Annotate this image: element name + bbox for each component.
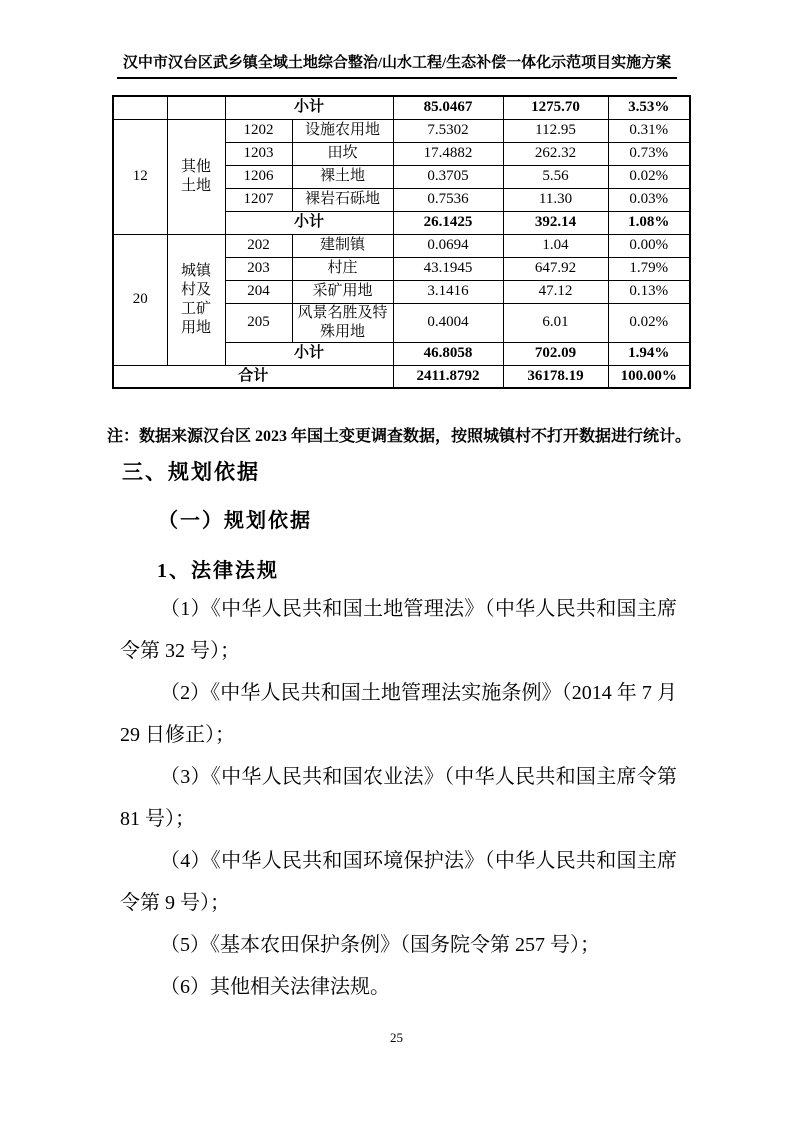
cell-value2: 11.30 [503, 188, 608, 211]
cell-value2: 647.92 [503, 257, 608, 280]
paragraph-law-4: （4）《中华人民共和国环境保护法》（中华人民共和国主席令第 9 号）； [120, 850, 677, 914]
cell-value2: 262.32 [503, 142, 608, 165]
cell-value1: 85.0467 [393, 96, 503, 119]
paragraph-law-6: （6）其他相关法律法规。 [160, 976, 390, 998]
body-paragraphs [120, 588, 677, 1008]
cell-value2: 1.04 [503, 234, 608, 257]
cell-percent: 0.03% [608, 188, 690, 211]
cell-group-code: 12 [113, 119, 167, 234]
cell-name: 风景名胜及特殊用地 [292, 303, 393, 342]
cell-percent: 0.00% [608, 234, 690, 257]
table-row-top-subtotal [113, 96, 690, 119]
cell-empty [167, 96, 225, 119]
cell-name: 田坎 [292, 142, 393, 165]
cell-percent: 100.00% [608, 365, 690, 388]
cell-code: 203 [225, 257, 292, 280]
land-use-table [112, 95, 691, 389]
section-heading-level2: （一）规划依据 [158, 510, 312, 532]
cell-group-category [167, 234, 225, 365]
cell-percent: 1.94% [608, 342, 690, 365]
section-heading-level3: 1、法律法规 [157, 560, 279, 582]
table-row-total [113, 365, 690, 388]
cell-value1: 46.8058 [393, 342, 503, 365]
cell-value2: 1275.70 [503, 96, 608, 119]
cell-group-code: 20 [113, 234, 167, 365]
cell-percent: 3.53% [608, 96, 690, 119]
cell-total-label: 合计 [113, 365, 393, 388]
cell-percent: 0.31% [608, 119, 690, 142]
cell-value2: 392.14 [503, 211, 608, 234]
cell-value1: 3.1416 [393, 280, 503, 303]
cell-value1: 0.4004 [393, 303, 503, 342]
cell-name: 村庄 [292, 257, 393, 280]
category-text: 其他土地 [181, 158, 212, 194]
cell-value1: 26.1425 [393, 211, 503, 234]
table-row [113, 234, 690, 257]
cell-code: 1203 [225, 142, 292, 165]
cell-name: 设施农用地 [292, 119, 393, 142]
cell-value2: 5.56 [503, 165, 608, 188]
paragraph-law-1: （1）《中华人民共和国土地管理法》（中华人民共和国主席令第 32 号）； [120, 598, 677, 662]
cell-name: 裸岩石砾地 [292, 188, 393, 211]
cell-code: 1206 [225, 165, 292, 188]
cell-name: 建制镇 [292, 234, 393, 257]
section-heading-level1: 三、规划依据 [122, 460, 260, 484]
cell-value2: 47.12 [503, 280, 608, 303]
cell-percent: 1.79% [608, 257, 690, 280]
cell-code: 1207 [225, 188, 292, 211]
cell-name: 裸土地 [292, 165, 393, 188]
cell-value1: 43.1945 [393, 257, 503, 280]
cell-empty [113, 96, 167, 119]
page-number: 25 [390, 1030, 403, 1045]
paragraph-law-2: （2）《中华人民共和国土地管理法实施条例》（2014 年 7 月 29 日修正）； [120, 682, 677, 746]
cell-value1: 0.3705 [393, 165, 503, 188]
cell-value1: 7.5302 [393, 119, 503, 142]
cell-percent: 0.02% [608, 165, 690, 188]
cell-value2: 702.09 [503, 342, 608, 365]
cell-percent: 0.73% [608, 142, 690, 165]
cell-subtotal-label: 小计 [225, 342, 393, 365]
cell-subtotal-label: 小计 [225, 96, 393, 119]
cell-code: 204 [225, 280, 292, 303]
table-row [113, 119, 690, 142]
paragraph-law-5: （5）《基本农田保护条例》（国务院令第 257 号）； [160, 934, 600, 956]
cell-code: 202 [225, 234, 292, 257]
cell-value2: 6.01 [503, 303, 608, 342]
cell-value1: 2411.8792 [393, 365, 503, 388]
cell-value1: 0.0694 [393, 234, 503, 257]
table-note: 注：数据来源汉台区 2023 年国土变更调查数据，按照城镇村不打开数据进行统计。 [107, 428, 692, 445]
cell-value1: 0.7536 [393, 188, 503, 211]
cell-code: 205 [225, 303, 292, 342]
cell-percent: 1.08% [608, 211, 690, 234]
cell-percent: 0.02% [608, 303, 690, 342]
cell-value2: 112.95 [503, 119, 608, 142]
document-header-title: 汉中市汉台区武乡镇全域土地综合整治/山水工程/生态补偿一体化示范项目实施方案 [117, 51, 677, 79]
cell-percent: 0.13% [608, 280, 690, 303]
cell-subtotal-label: 小计 [225, 211, 393, 234]
cell-code: 1202 [225, 119, 292, 142]
cell-value1: 17.4882 [393, 142, 503, 165]
cell-value2: 36178.19 [503, 365, 608, 388]
cell-group-category [167, 119, 225, 234]
category-text: 城镇村及工矿用地 [181, 262, 212, 336]
paragraph-law-3: （3）《中华人民共和国农业法》（中华人民共和国主席令第 81 号）； [120, 766, 677, 830]
cell-name: 采矿用地 [292, 280, 393, 303]
